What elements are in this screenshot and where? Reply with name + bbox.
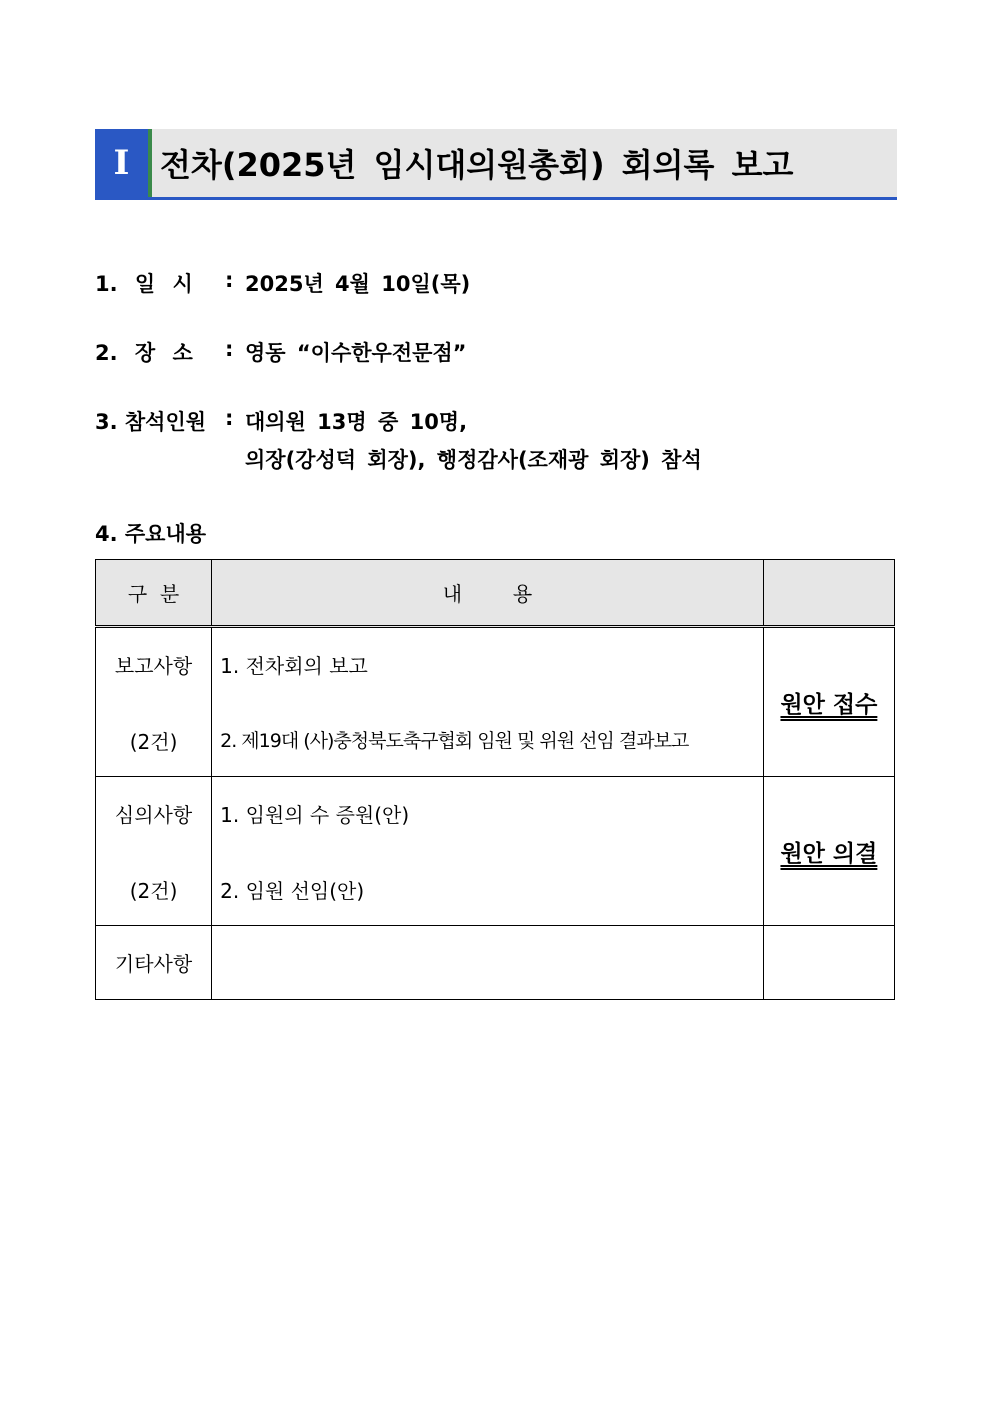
- heading-title-box: [152, 129, 897, 197]
- table-row: [96, 627, 895, 777]
- info-place-label: 2. 장 소: [95, 341, 193, 365]
- section-number: I: [95, 129, 148, 197]
- table-row: [96, 926, 895, 1000]
- info-date-label: 1. 일 시: [95, 272, 193, 296]
- header-content: 내 용: [212, 560, 764, 627]
- row-count: (2건): [129, 879, 178, 903]
- row-content-cell: [212, 777, 764, 926]
- heading-underline: [95, 197, 897, 200]
- header-result: [763, 560, 894, 627]
- row-result: 원안 의결: [763, 777, 894, 926]
- row-content-cell: [212, 627, 764, 777]
- row-item: 1. 임원의 수 증원(안): [220, 803, 410, 827]
- row-item: 2. 제19대 (사)충청북도축구협회 임원 및 위원 선임 결과보고: [220, 730, 689, 752]
- agenda-table: [95, 559, 895, 1000]
- info-place-colon: :: [225, 337, 234, 361]
- table-row: [96, 777, 895, 926]
- row-content-cell: [212, 926, 764, 1000]
- row-category: 심의사항: [114, 803, 193, 827]
- row-item: 1. 전차회의 보고: [220, 654, 368, 678]
- row-result: [763, 926, 894, 1000]
- row-item: 2. 임원 선임(안): [220, 879, 365, 903]
- info-place-value: 영동 “이수한우전문점”: [245, 341, 467, 365]
- info-date-value: 2025년 4월 10일(목): [245, 272, 471, 296]
- info-attendees-colon: :: [225, 406, 234, 430]
- info-attendees-line2: 의장(강성덕 회장), 행정감사(조재광 회장) 참석: [245, 448, 702, 472]
- table-header-row: [96, 560, 895, 627]
- info-attendees-line1: 대의원 13명 중 10명,: [245, 410, 468, 434]
- info-date-colon: :: [225, 268, 234, 292]
- row-category-cell: [96, 627, 212, 777]
- row-category: 기타사항: [96, 926, 212, 1000]
- info-attendees-label: 3. 참석인원: [95, 410, 207, 434]
- row-count: (2건): [129, 730, 178, 754]
- row-result: 원안 접수: [763, 627, 894, 777]
- section-heading: [95, 129, 897, 200]
- page-title: 전차(2025년 임시대의원총회) 회의록 보고: [160, 146, 794, 184]
- row-category: 보고사항: [114, 654, 193, 678]
- main-content-label: 4. 주요내용: [95, 522, 207, 546]
- header-category: 구 분: [96, 560, 212, 627]
- row-category-cell: [96, 777, 212, 926]
